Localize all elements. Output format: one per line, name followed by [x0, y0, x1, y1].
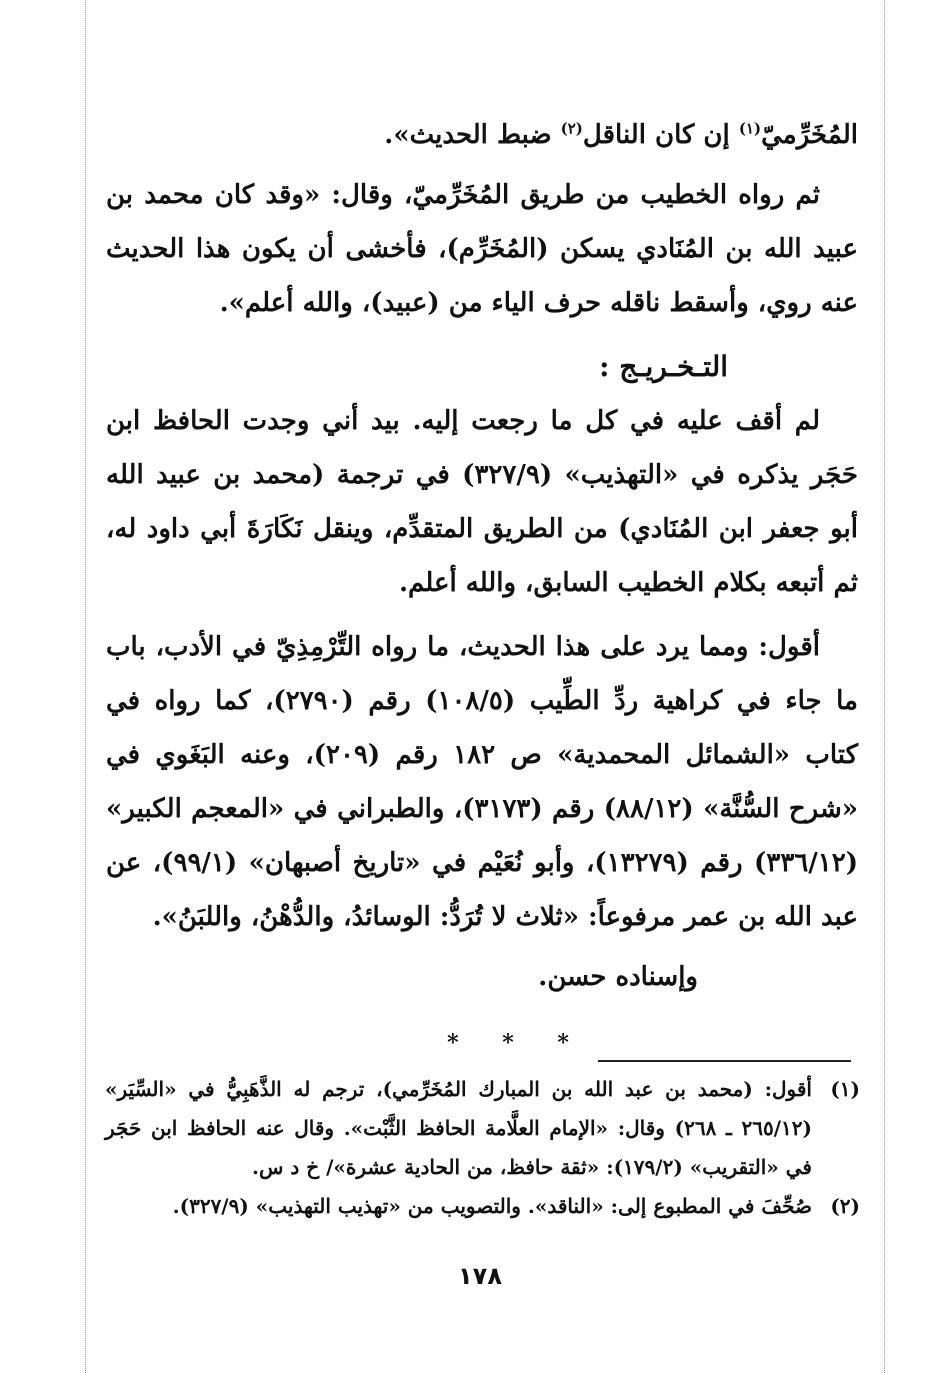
- footnote-number: (١): [830, 1077, 860, 1101]
- text-fragment: إن كان الناقل: [582, 120, 739, 150]
- left-margin-guide: [85, 0, 86, 1373]
- footnote-divider: [598, 1060, 851, 1062]
- section-separator: * * *: [447, 1030, 587, 1056]
- paragraph-takhrij: لم أقف عليه في كل ما رجعت إليه. بيد أني وجدت الحافظ ابن حَجَر يذكره في «التهذيب» (٣٢٧/٩) في ترجمة (محمد بن عبيد الله أبو جعفر ابن المُنَادي) من الطريق المتقدِّم، وينقل نَكَارَةَ أبي داود له، ثم أتبعه بكلام الخطيب السابق، والله أعلم.: [106, 406, 858, 598]
- footnotes: [105, 1070, 860, 1226]
- footnote-text: صُحِّفَ في المطبوع إلى: «الناقد». والتصويب من «تهذيب التهذيب» (٣٢٧/٩).: [172, 1194, 812, 1218]
- paragraph-isnad: وإسناده حسن.: [538, 962, 698, 992]
- page-number: ١٧٨: [458, 1262, 502, 1290]
- footnote-1: [105, 1070, 860, 1187]
- footnote-ref-2[interactable]: (٢): [560, 119, 583, 138]
- paragraph-khatib: ثم رواه الخطيب من طريق المُخَرِّميّ، وقال: «وقد كان محمد بن عبيد الله بن المُنَادي يسكن (المُخَرِّم)، فأخشى أن يكون هذا الحديث عنه روي، وأسقط ناقله حرف الياء من (عبيد)، والله أعلم».: [106, 180, 858, 318]
- footnote-2: [105, 1187, 860, 1226]
- right-margin-guide: [884, 0, 885, 1373]
- paragraph-aqul: أقول: ومما يرد على هذا الحديث، ما رواه التِّرْمِذِيّ في الأدب، باب ما جاء في كراهية ردِّ الطِّيب (١٠٨/٥) رقم (٢٧٩٠)، كما رواه في كتاب «الشمائل المحمدية» ص ١٨٢ رقم (٢٠٩)، وعنه البَغَوي في «شرح السُّنَّة» (٨٨/١٢) رقم (٣١٧٣)، والطبراني في «المعجم الكبير» (٣٣٦/١٢) رقم (١٣٢٧٩)، وأبو نُعَيْم في «تاريخ أصبهان» (٩٩/١)، عن عبد الله بن عمر مرفوعاً: «ثلاث لا تُرَدُّ: الوسائدُ، والدُّهْنُ، واللبَنُ».: [106, 632, 858, 932]
- main-text: [106, 108, 858, 1070]
- text-fragment: ضبط الحديث».: [384, 120, 561, 150]
- section-heading-takhrij: التـخـريـج :: [599, 350, 728, 383]
- footnote-number: (٢): [830, 1194, 860, 1218]
- paragraph-continuation: [106, 108, 858, 162]
- footnote-ref-1[interactable]: (١): [738, 119, 762, 138]
- footnote-text: أقول: (محمد بن عبد الله بن المبارك المُخَرِّمي)، ترجم له الذَّهَبِيُّ في «السِّيَر» (٢٦٥/١٢ ـ ٢٦٨) وقال: «الإمام العلَّامة الحافظ الثَّبْت». وقال عنه الحافظ ابن حَجَر في «التقريب» (١٧٩/٢): «ثقة حافظ، من الحادية عشرة»/ خ د س.: [105, 1077, 812, 1179]
- text-fragment: المُخَرِّميّ: [761, 120, 858, 150]
